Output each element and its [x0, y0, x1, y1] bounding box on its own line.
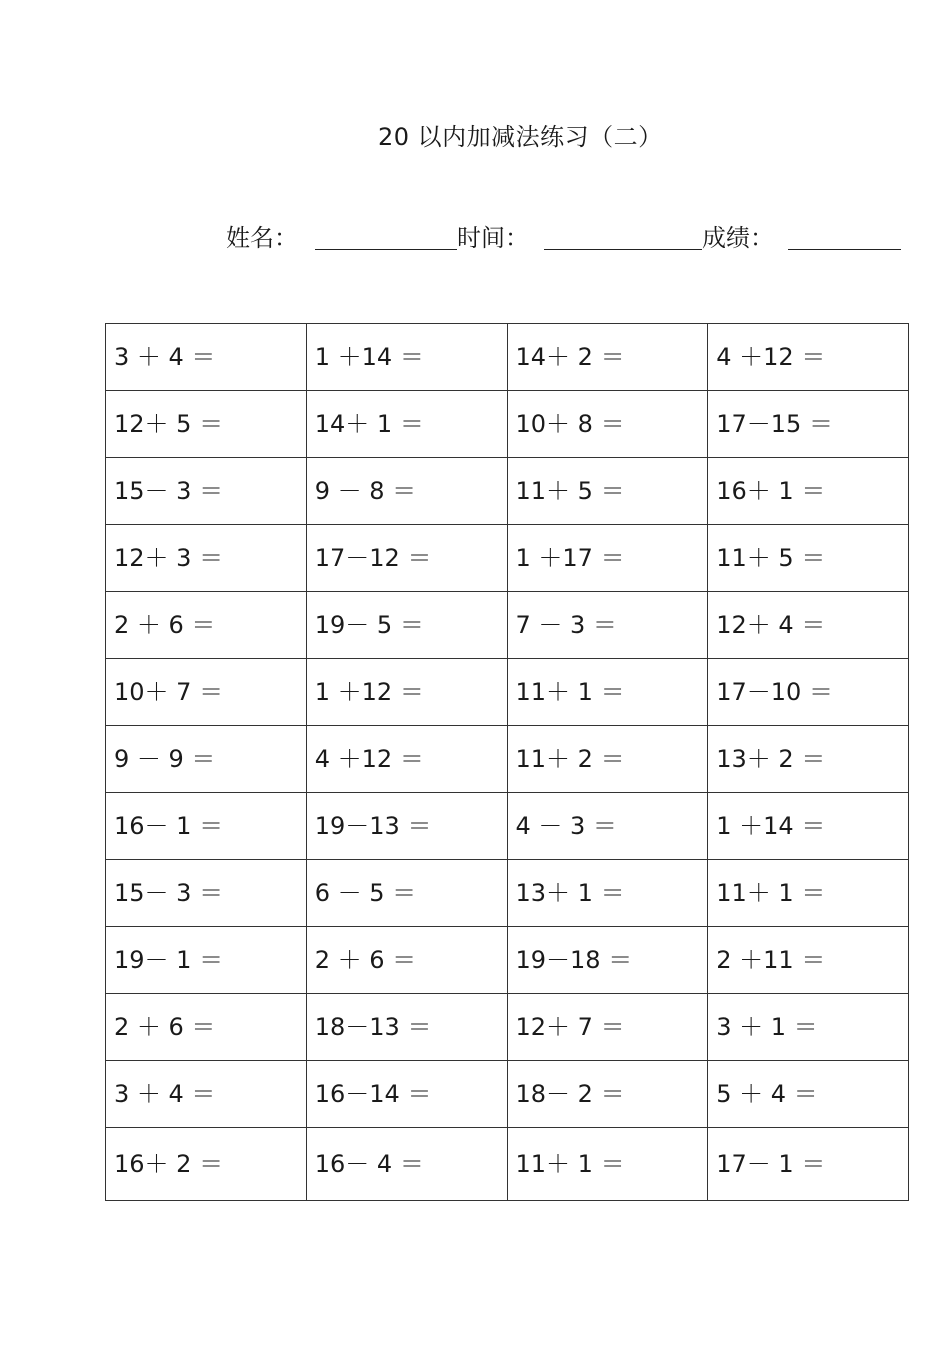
problem-cell[interactable] [106, 592, 307, 659]
problem-cell[interactable] [708, 860, 909, 927]
problem-text: 10＋ 8 ＝ [515, 409, 625, 438]
problem-cell[interactable] [106, 1128, 307, 1201]
problem-row [106, 1128, 909, 1201]
problem-text: 2 ＋11 ＝ [716, 945, 826, 974]
problem-cell[interactable] [507, 324, 708, 391]
problem-row [106, 927, 909, 994]
problem-text: 9 － 8 ＝ [314, 476, 417, 505]
problem-text: 14＋ 2 ＝ [515, 342, 625, 371]
problem-text: 17－12 ＝ [314, 543, 432, 572]
problem-text: 9 － 9 ＝ [114, 744, 216, 773]
problem-text: 11＋ 1 ＝ [515, 677, 625, 706]
problem-text: 16－ 4 ＝ [314, 1149, 424, 1178]
problem-cell[interactable] [507, 1061, 708, 1128]
problem-text: 6 － 5 ＝ [314, 878, 417, 907]
problem-cell[interactable] [507, 391, 708, 458]
problem-text: 11＋ 2 ＝ [515, 744, 625, 773]
problem-text: 19－ 1 ＝ [114, 945, 224, 974]
problem-row [106, 860, 909, 927]
problem-text: 3 ＋ 1 ＝ [716, 1012, 818, 1041]
problem-text: 2 ＋ 6 ＝ [314, 945, 417, 974]
problem-cell[interactable] [708, 994, 909, 1061]
problem-text: 17－10 ＝ [716, 677, 833, 706]
problem-row [106, 1061, 909, 1128]
problem-text: 12＋ 4 ＝ [716, 610, 826, 639]
problem-cell[interactable] [106, 1061, 307, 1128]
problem-text: 12＋ 5 ＝ [114, 409, 224, 438]
problem-text: 18－ 2 ＝ [515, 1079, 625, 1108]
problem-grid-body [106, 324, 909, 1201]
problem-text: 12＋ 7 ＝ [515, 1012, 625, 1041]
problem-cell[interactable] [306, 793, 507, 860]
problem-text: 1 ＋17 ＝ [515, 543, 625, 572]
problem-cell[interactable] [708, 793, 909, 860]
problem-text: 16＋ 1 ＝ [716, 476, 826, 505]
problem-text: 2 ＋ 6 ＝ [114, 610, 216, 639]
problem-cell[interactable] [708, 1128, 909, 1201]
problem-cell[interactable] [507, 994, 708, 1061]
problem-cell[interactable] [708, 927, 909, 994]
problem-cell[interactable] [106, 860, 307, 927]
problem-text: 3 ＋ 4 ＝ [114, 342, 216, 371]
problem-cell[interactable] [106, 994, 307, 1061]
problem-cell[interactable] [507, 1128, 708, 1201]
problem-text: 4 ＋12 ＝ [314, 744, 424, 773]
problem-text: 3 ＋ 4 ＝ [114, 1079, 216, 1108]
problem-cell[interactable] [507, 860, 708, 927]
problem-cell[interactable] [306, 525, 507, 592]
problem-row [106, 994, 909, 1061]
problem-text: 1 ＋14 ＝ [716, 811, 826, 840]
problem-text: 7 － 3 ＝ [515, 610, 617, 639]
problem-row [106, 458, 909, 525]
problem-cell[interactable] [507, 793, 708, 860]
time-blank-line[interactable] [544, 249, 702, 250]
problem-row [106, 324, 909, 391]
problem-cell[interactable] [507, 927, 708, 994]
problem-text: 11＋ 5 ＝ [515, 476, 625, 505]
problem-text: 16－ 1 ＝ [114, 811, 224, 840]
name-blank-line[interactable] [315, 249, 457, 250]
problem-text: 11＋ 1 ＝ [716, 878, 826, 907]
problem-cell[interactable] [708, 726, 909, 793]
score-label: 成绩： [702, 224, 774, 252]
time-label: 时间： [457, 224, 529, 252]
problem-text: 11＋ 5 ＝ [716, 543, 826, 572]
problem-text: 15－ 3 ＝ [114, 878, 224, 907]
problem-cell[interactable] [507, 525, 708, 592]
problem-text: 12＋ 3 ＝ [114, 543, 224, 572]
problem-text: 19－13 ＝ [314, 811, 432, 840]
problem-cell[interactable] [507, 592, 708, 659]
problem-cell[interactable] [708, 458, 909, 525]
problem-row [106, 793, 909, 860]
problem-row [106, 659, 909, 726]
problem-cell[interactable] [708, 324, 909, 391]
problem-text: 17－ 1 ＝ [716, 1149, 826, 1178]
problem-text: 17－15 ＝ [716, 409, 833, 438]
problem-text: 18－13 ＝ [314, 1012, 432, 1041]
problem-cell[interactable] [306, 659, 507, 726]
problem-cell[interactable] [708, 391, 909, 458]
problem-cell[interactable] [306, 860, 507, 927]
problem-text: 11＋ 1 ＝ [515, 1149, 625, 1178]
problem-cell[interactable] [708, 592, 909, 659]
score-blank-line[interactable] [788, 249, 901, 250]
problem-cell[interactable] [306, 1061, 507, 1128]
problem-text: 16＋ 2 ＝ [114, 1149, 224, 1178]
problem-cell[interactable] [708, 1061, 909, 1128]
problem-cell[interactable] [106, 726, 307, 793]
problem-text: 15－ 3 ＝ [114, 476, 224, 505]
name-label: 姓名： [226, 224, 298, 252]
problem-cell[interactable] [306, 324, 507, 391]
problem-text: 13＋ 2 ＝ [716, 744, 826, 773]
problem-text: 16－14 ＝ [314, 1079, 432, 1108]
problem-cell[interactable] [106, 793, 307, 860]
problem-cell[interactable] [507, 726, 708, 793]
problem-text: 19－ 5 ＝ [314, 610, 424, 639]
problem-cell[interactable] [306, 927, 507, 994]
problem-row [106, 525, 909, 592]
worksheet-title: 20 以内加减法练习（二） [378, 123, 663, 151]
problem-cell[interactable] [306, 458, 507, 525]
problem-text: 4 － 3 ＝ [515, 811, 617, 840]
problem-text: 19－18 ＝ [515, 945, 633, 974]
problem-text: 1 ＋14 ＝ [314, 342, 424, 371]
problem-cell[interactable] [106, 525, 307, 592]
problem-cell[interactable] [306, 726, 507, 793]
problem-text: 10＋ 7 ＝ [114, 677, 224, 706]
problem-text: 14＋ 1 ＝ [314, 409, 424, 438]
problem-text: 2 ＋ 6 ＝ [114, 1012, 216, 1041]
problem-cell[interactable] [306, 1128, 507, 1201]
problem-cell[interactable] [306, 592, 507, 659]
problem-cell[interactable] [106, 927, 307, 994]
student-info-row [226, 216, 906, 256]
problem-cell[interactable] [708, 659, 909, 726]
problem-cell[interactable] [507, 659, 708, 726]
problem-cell[interactable] [106, 458, 307, 525]
problem-text: 4 ＋12 ＝ [716, 342, 826, 371]
problem-grid [105, 323, 909, 1201]
problem-row [106, 726, 909, 793]
problem-row [106, 391, 909, 458]
problem-cell[interactable] [306, 391, 507, 458]
problem-text: 1 ＋12 ＝ [314, 677, 424, 706]
problem-cell[interactable] [306, 994, 507, 1061]
problem-text: 5 ＋ 4 ＝ [716, 1079, 818, 1108]
problem-cell[interactable] [507, 458, 708, 525]
problem-text: 13＋ 1 ＝ [515, 878, 625, 907]
problem-cell[interactable] [106, 324, 307, 391]
problem-cell[interactable] [708, 525, 909, 592]
problem-cell[interactable] [106, 659, 307, 726]
problem-cell[interactable] [106, 391, 307, 458]
problem-row [106, 592, 909, 659]
